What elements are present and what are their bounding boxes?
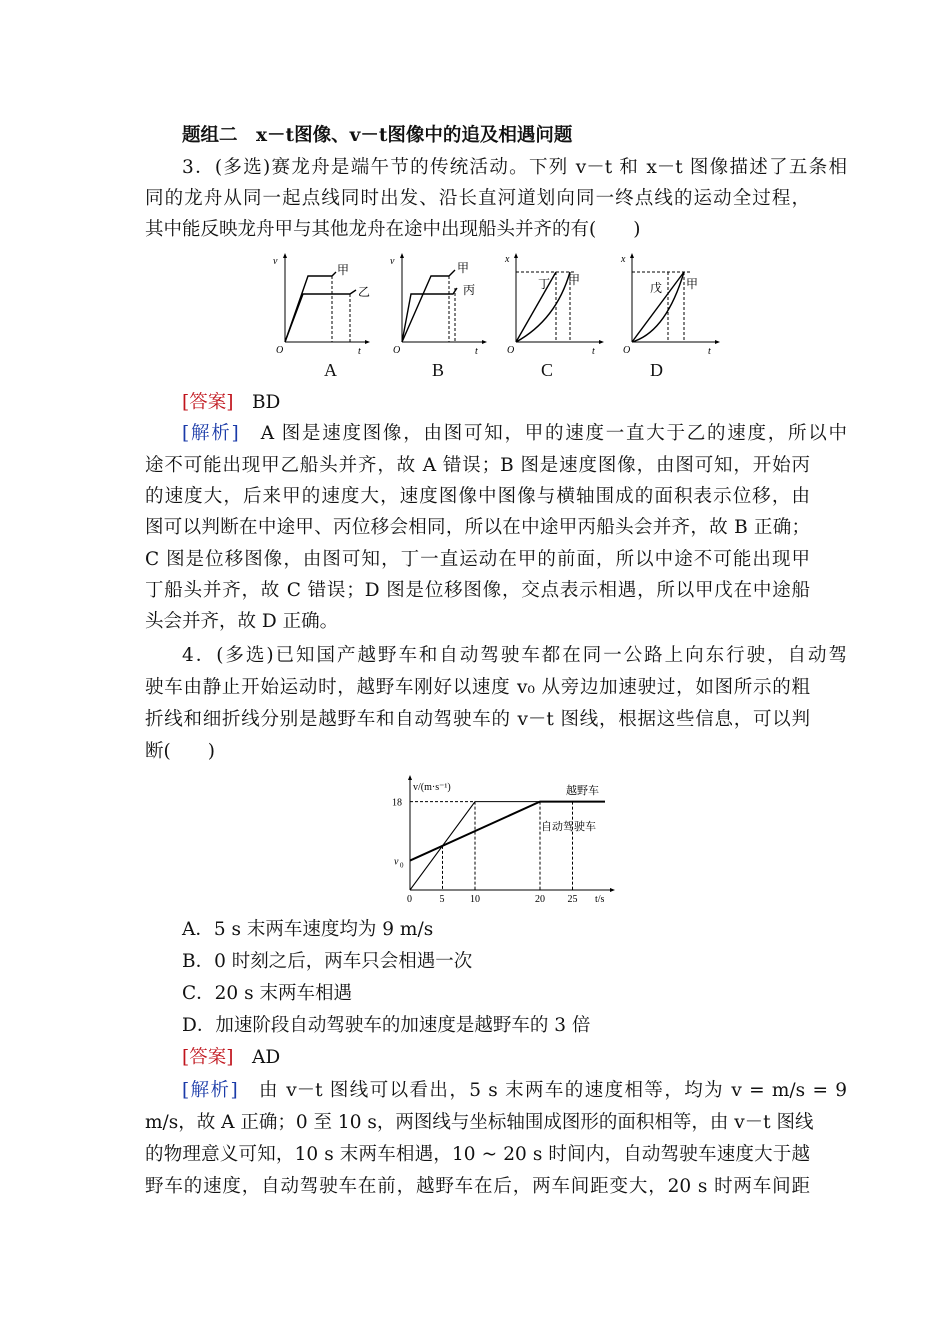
- q4-analysis-3: 的物理意义可知，10 s 末两车相遇，10 ~ 20 s 时间内，自动驾驶车速度大于越: [145, 1144, 810, 1165]
- legend-offroad: 越野车: [566, 785, 599, 797]
- q3-line-1: 3．(多选)赛龙舟是端午节的传统活动。下列 v－t 和 x－t 图像描述了五条相: [182, 157, 847, 178]
- series-line-1: [410, 802, 605, 890]
- x-tick-0: 0: [407, 894, 412, 905]
- svg-text:戊: 戊: [650, 281, 663, 295]
- q3-analysis-4: 图可以判断在中途甲、丙位移会相同，所以在中途甲丙船头会并齐，故 B 正确；: [145, 517, 810, 538]
- svg-text:O: O: [393, 345, 401, 355]
- y-axis-arrow: [408, 775, 412, 780]
- q3-line-3: 其中能反映龙舟甲与其他龙舟在途中出现船头并齐的有( ): [145, 219, 641, 240]
- q3-analysis-1: [解析] A 图是速度图像，由图可知，甲的速度一直大于乙的速度，所以中: [182, 423, 848, 444]
- analysis-tag: [解析]: [182, 1080, 238, 1101]
- q4-line-1: 4．(多选)已知国产越野车和自动驾驶车都在同一公路上向东行驶，自动驾: [182, 645, 847, 666]
- analysis-tag: [解析]: [182, 423, 239, 444]
- answer-value: AD: [251, 1047, 281, 1068]
- y-tick-18: 18: [392, 797, 402, 809]
- q3-analysis-5: C 图是位移图像，由图可知，丁一直运动在甲的前面，所以中途不可能出现甲: [145, 549, 810, 570]
- q4-line-4: 断( ): [145, 741, 215, 762]
- svg-text:O: O: [507, 345, 515, 355]
- answer-value: BD: [251, 392, 281, 413]
- svg-text:丁: 丁: [538, 277, 551, 291]
- q3-line-2: 同的龙舟从同一起点线同时出发、沿长直河道划向同一终点线的运动全过程，: [145, 188, 810, 209]
- q3-graph-b: [387, 250, 487, 355]
- q3-analysis-7: 头会并齐，故 D 正确。: [145, 611, 339, 632]
- q4-option-d: D．加速阶段自动驾驶车的加速度是越野车的 3 倍: [182, 1015, 591, 1036]
- svg-text:t: t: [358, 346, 361, 355]
- x-tick-25: 25: [567, 894, 578, 905]
- q3-analysis-2: 途不可能出现甲乙船头并齐，故 A 错误；B 图是速度图像，由图可知，开始丙: [145, 455, 810, 476]
- q4-analysis-2: m/s，故 A 正确；0 至 10 s，两图线与坐标轴围成图形的面积相等，由 v－t 图线: [145, 1112, 814, 1133]
- q4-line-2: 驶车由静止开始运动时，越野车刚好以速度 v₀ 从旁边加速驶过，如图所示的粗: [145, 677, 810, 698]
- x-tick-20: 20: [535, 894, 545, 905]
- x-tick-10: 10: [470, 894, 480, 905]
- x-axis-arrow: [610, 888, 615, 892]
- y-tick-v0: v: [394, 856, 399, 868]
- y-axis-label: v/(m·s⁻¹): [413, 782, 451, 793]
- svg-text:甲: 甲: [457, 261, 470, 275]
- q4-vt-chart: [385, 772, 615, 912]
- x-tick-5: 5: [439, 894, 445, 905]
- svg-text:x: x: [505, 254, 510, 265]
- svg-text:x: x: [621, 254, 626, 265]
- q4-analysis-1: [解析] 由 v－t 图线可以看出，5 s 末两车的速度相等，均为 v = m/s = 9: [182, 1080, 847, 1101]
- q3-caption-d: D: [650, 360, 663, 380]
- legend-autonomous: 自动驾驶车: [541, 821, 596, 833]
- svg-text:乙: 乙: [358, 285, 370, 299]
- svg-text:t: t: [592, 346, 595, 355]
- svg-text:t: t: [475, 346, 478, 355]
- svg-text:O: O: [623, 345, 631, 355]
- q4-option-a: A．5 s 末两车速度均为 9 m/s: [182, 919, 434, 940]
- q4-analysis-4: 野车的速度，自动驾驶车在前，越野车在后，两车间距变大，20 s 时两车间距: [145, 1176, 810, 1197]
- q3-graph-a: [270, 250, 370, 355]
- group-title: 题组二 x－t图像、v－t图像中的追及相遇问题: [182, 125, 573, 146]
- q3-graph-d: [620, 250, 720, 355]
- x-axis-label: t/s: [595, 894, 605, 905]
- svg-text:v: v: [390, 256, 395, 267]
- q4-option-b: B．0 时刻之后，两车只会相遇一次: [182, 951, 473, 972]
- svg-text:t: t: [708, 346, 711, 355]
- q3-analysis-3: 的速度大，后来甲的速度大，速度图像中图像与横轴围成的面积表示位移，由: [145, 486, 810, 507]
- q3-answer: [182, 388, 847, 418]
- answer-tag: [答案]: [182, 392, 234, 413]
- q3-caption-b: B: [432, 360, 445, 380]
- q4-option-c: C．20 s 末两车相遇: [182, 983, 352, 1004]
- svg-text:甲: 甲: [686, 277, 699, 291]
- q3-graph-c: [504, 250, 604, 355]
- svg-text:甲: 甲: [337, 263, 350, 277]
- svg-text:甲: 甲: [568, 273, 581, 287]
- svg-text:v: v: [273, 256, 278, 267]
- svg-text:O: O: [276, 345, 284, 355]
- q4-line-3: 折线和细折线分别是越野车和自动驾驶车的 v－t 图线，根据这些信息，可以判: [145, 709, 810, 730]
- answer-tag: [答案]: [182, 1047, 234, 1068]
- svg-text:丙: 丙: [463, 283, 476, 297]
- y-tick-v0-sub: 0: [400, 861, 404, 870]
- q3-caption-a: A: [324, 360, 337, 380]
- q3-caption-c: C: [541, 360, 554, 380]
- q3-analysis-6: 丁船头并齐，故 C 错误；D 图是位移图像，交点表示相遇，所以甲戊在中途船: [145, 580, 810, 601]
- q4-answer: [182, 1043, 847, 1073]
